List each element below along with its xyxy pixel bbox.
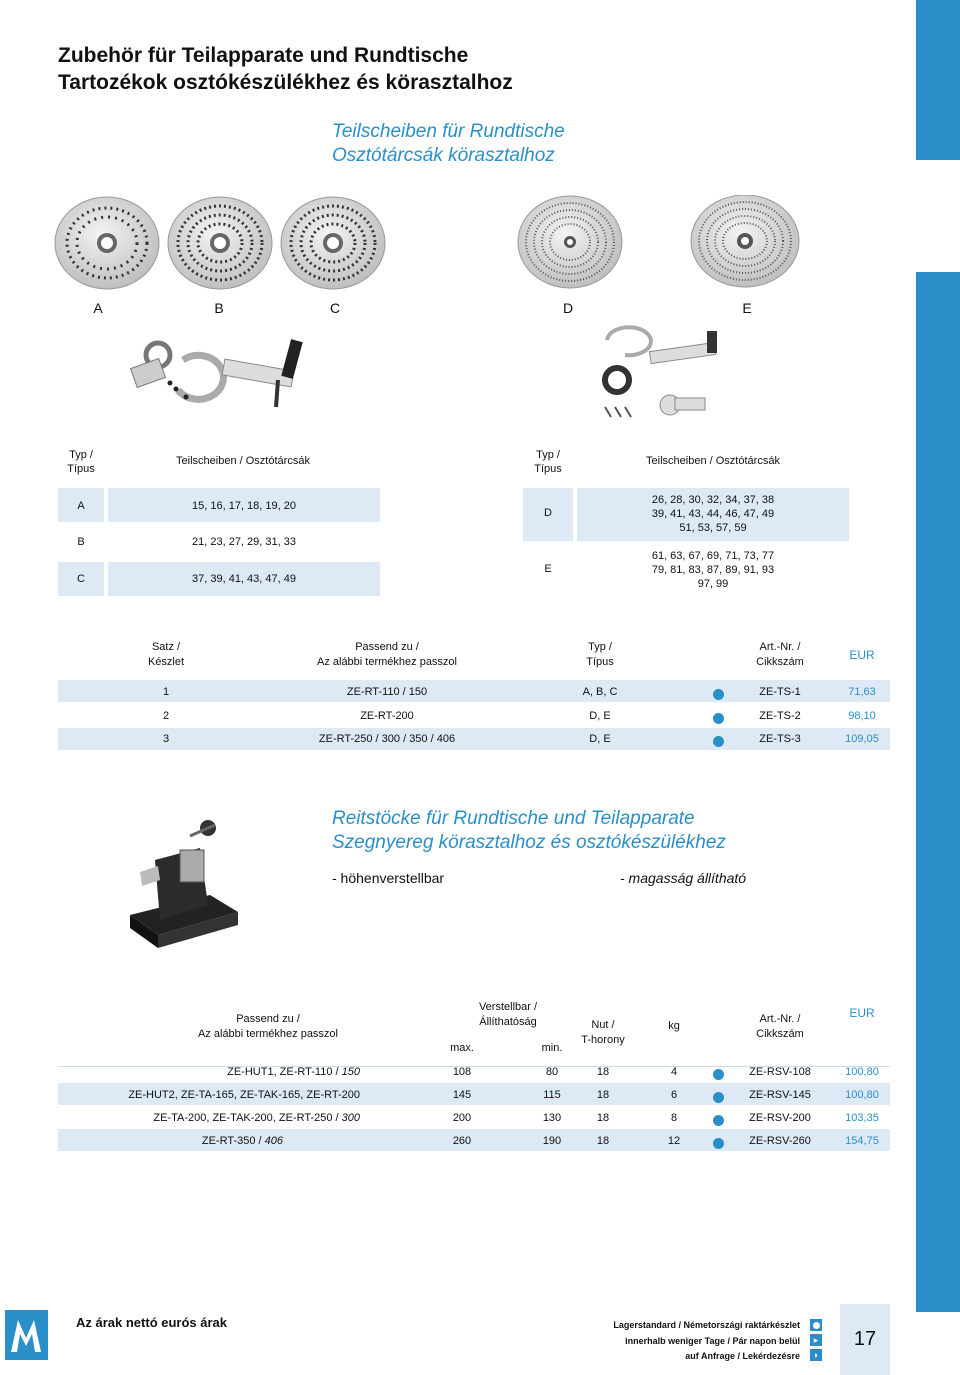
table3-row-1-min: 80 [545,1066,559,1078]
section2-title-hu: Szegnyereg körasztalhoz és osztókészülékhez [332,832,726,853]
stock-dot-icon [713,1135,724,1153]
disc-label-a: A [93,300,103,316]
table1-row-b-type: B [77,536,85,548]
company-logo [5,1310,48,1360]
table3-row-1-fits-text: ZE-HUT1, ZE-RT-110 / [227,1066,342,1078]
table3-row-3-min: 130 [542,1112,562,1124]
table2-header-type: Typ / Típus [586,641,614,668]
stock-dot-icon [713,1089,724,1107]
disc-label-d: D [562,300,574,316]
table3-header-max: max. [450,1042,474,1054]
table3-row-4-slot: 18 [596,1135,610,1147]
table3-header-kg: kg [668,1020,680,1032]
table2-row-3-type: D, E [589,733,611,745]
disc-c [281,197,385,289]
table3-row-1-art: ZE-RSV-108 [749,1066,811,1078]
table3-row-1-kg: 4 [670,1066,678,1078]
table3-row-4-kg: 12 [667,1135,681,1147]
table3-row-1-eur: 100,80 [845,1066,879,1078]
table3-header-fits: Passend zu / Az alábbi termékhez passzol [197,1013,338,1040]
table3-row-2-slot: 18 [596,1089,610,1101]
table3-row-4-min: 190 [542,1135,562,1147]
set-price-table [58,640,890,752]
table1-row-d-values: 26, 28, 30, 32, 34, 37, 38 39, 41, 43, 44, 46, 47, 49 51, 53, 57, 59 [651,494,775,534]
table2-header-eur: EUR [849,648,875,662]
disc-label-e: E [742,300,752,316]
section1-title [332,120,565,168]
table3-row-4-art: ZE-RSV-260 [749,1135,811,1147]
table1-row-d-type: D [544,507,552,519]
table1-row-e-type: E [544,563,552,575]
table1-col-discs-right: Teilscheiben / Osztótárcsák [646,455,780,467]
page-number: 17 [853,1328,877,1350]
table2-header-set: Satz / Készlet [147,641,185,668]
table1-row-a-type: A [77,500,85,512]
stock-dot-icon [713,710,724,728]
table2-row-1-type: A, B, C [582,686,618,698]
title-de: Zubehör für Teilapparate und Rundtische [58,44,469,67]
index-discs-image [50,195,870,300]
section2-title-de: Reitstöcke für Rundtische und Teilapparate [332,808,695,829]
disc-table [58,444,848,604]
legend-stock: Lagerstandard / Németországi raktárkészlet [613,1320,800,1330]
table2-row-3-fits: ZE-RT-250 / 300 / 350 / 406 [318,733,456,745]
feature-hu: - magasság állítható [620,870,747,886]
table3-row-2-fits: ZE-HUT2, ZE-TA-165, ZE-TAK-165, ZE-RT-200 [128,1089,360,1101]
accessory-set-right-image [595,325,735,425]
table1-row-a-values: 15, 16, 17, 18, 19, 20 [192,500,296,512]
table1-row-c-values: 37, 39, 41, 43, 47, 49 [192,573,296,585]
table3-row-4-fits-italic: 406 [264,1135,283,1147]
feature-de: - höhenverstellbar [332,870,445,886]
table3-row-2-kg: 6 [670,1089,678,1101]
table3-header-slot: Nut / T-horony [581,1019,625,1046]
stock-dot-icon [713,686,724,704]
table3-row-3-fits-italic: 300 [341,1112,360,1124]
title-hu: Tartozékok osztókészülékhez és körasztalhoz [58,71,513,94]
table1-col-discs-left: Teilscheiben / Osztótárcsák [176,455,310,467]
table3-row-2-art: ZE-RSV-145 [749,1089,811,1101]
accessory-set-left-image [118,335,338,425]
stock-dot-icon [713,1066,724,1084]
table2-row-3-eur: 109,05 [845,733,879,745]
disc-b [168,197,272,289]
table2-header-art: Art.-Nr. / Cikkszám [756,641,804,668]
table2-header-fits: Passend zu / Az alábbi termékhez passzol [316,641,457,668]
table3-row-1-max: 108 [452,1066,472,1078]
table2-row-1-eur: 71,63 [848,686,876,698]
disc-a [55,197,159,289]
table1-col-type-left: Typ / Típus [67,449,95,475]
table1-row-b-values: 21, 23, 27, 29, 31, 33 [192,536,296,548]
table3-row-4-fits [58,1135,283,1147]
table3-row-4-max: 260 [452,1135,472,1147]
table1-col-type-right: Typ / Típus [534,449,562,475]
table3-row-1-slot: 18 [596,1066,610,1078]
legend-days: innerhalb weniger Tage / Pár napon belül [625,1336,800,1346]
table2-row-1-fits: ZE-RT-110 / 150 [346,686,428,698]
table3-row-2-max: 145 [452,1089,472,1101]
stock-legend-icon [810,1319,822,1331]
table3-row-3-art: ZE-RSV-200 [749,1112,811,1124]
side-bar [916,272,960,1312]
net-prices-note: Az árak nettó eurós árak [76,1315,228,1330]
table3-row-4-eur: 154,75 [845,1135,879,1147]
table2-row-2-fits: ZE-RT-200 [360,710,414,722]
table3-row-3-fits [58,1112,360,1124]
request-legend-icon: ◗ [810,1349,822,1361]
section1-title-de: Teilscheiben für Rundtische [332,121,565,142]
table2-row-3-art: ZE-TS-3 [759,733,801,745]
table3-row-1-fits-italic: 150 [341,1066,360,1078]
table2-row-1-art: ZE-TS-1 [759,686,801,698]
table3-header-adjust: Verstellbar / Állíthatóság [478,1001,538,1028]
table3-row-4-fits-text: ZE-RT-350 / [201,1135,265,1147]
table3-row-2-min: 115 [543,1089,561,1101]
table1-row-e-values: 61, 63, 67, 69, 71, 73, 77 79, 81, 83, 87, 89, 91, 93 97, 99 [651,550,775,590]
disc-label-c: C [329,300,341,316]
stock-dot-icon [713,1112,724,1130]
legend-request: auf Anfrage / Lekérdezésre [685,1351,800,1361]
table2-row-2-set: 2 [162,710,170,722]
table2-row-2-art: ZE-TS-2 [759,710,801,722]
section2-title [332,807,726,855]
table3-header-min: min. [541,1042,563,1054]
page-title [58,42,513,96]
table3-row-3-fits-text: ZE-TA-200, ZE-TAK-200, ZE-RT-250 / [153,1112,342,1124]
table3-header-eur: EUR [849,1006,875,1020]
table3-row-3-eur: 103,35 [845,1112,879,1124]
disc-e [691,195,799,287]
table1-row-c-type: C [77,573,85,585]
stock-dot-icon [713,733,724,751]
table3-header-art: Art.-Nr. / Cikkszám [756,1013,804,1040]
table3-row-3-max: 200 [452,1112,472,1124]
table2-row-1-set: 1 [162,686,170,698]
tailstock-image [120,820,245,950]
table2-row-2-eur: 98,10 [848,710,876,722]
side-bar-top [916,0,960,160]
disc-d [518,196,622,288]
table2-row-2-type: D, E [589,710,611,722]
table3-row-3-kg: 8 [670,1112,678,1124]
table3-row-3-slot: 18 [596,1112,610,1124]
table3-row-1-fits [58,1066,360,1078]
section1-title-hu: Osztótárcsák körasztalhoz [332,145,555,166]
tailstock-table [58,1000,890,1160]
days-legend-icon: ▸ [810,1334,822,1346]
disc-label-b: B [214,300,224,316]
table3-row-2-eur: 100,80 [845,1089,879,1101]
table2-row-3-set: 3 [162,733,170,745]
